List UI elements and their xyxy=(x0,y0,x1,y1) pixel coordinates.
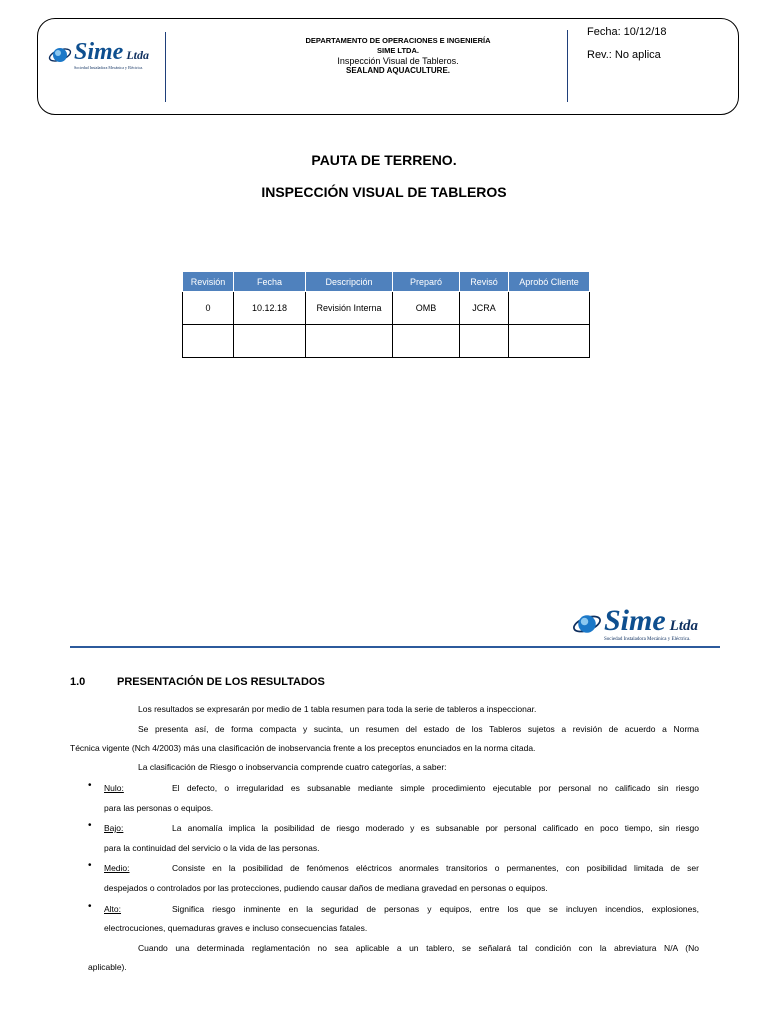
table-header-row xyxy=(183,272,590,292)
table-cell: OMB xyxy=(393,292,460,325)
table-row xyxy=(183,325,590,358)
table-cell: 0 xyxy=(183,292,234,325)
term-definition: Significa riesgo inminente en la seguridad de personas y equipos, entre los que se incluyen incendios, explosiones, xyxy=(172,904,699,914)
table-cell: 10.12.18 xyxy=(234,292,306,325)
table-cell: Revisión Interna xyxy=(306,292,393,325)
globe-icon xyxy=(572,609,602,639)
header-center xyxy=(268,36,528,76)
table-cell xyxy=(183,325,234,358)
list-item-nulo-cont: para las personas o equipos. xyxy=(104,803,214,813)
paragraph-1: Los resultados se expresarán por medio de 1 tabla resumen para toda la serie de tableros a inspeccionar. xyxy=(138,704,537,714)
header-divider-left xyxy=(165,32,166,102)
title-line-2: INSPECCIÓN VISUAL DE TABLEROS xyxy=(261,184,507,200)
term-definition: La anomalía implica la posibilidad de riesgo moderado y es subsanable por personal calificado en poco tiempo, sin riesgo xyxy=(172,823,699,833)
term-label: Alto: xyxy=(104,904,122,914)
title-line-1: PAUTA DE TERRENO. xyxy=(311,152,457,168)
col-header: Preparó xyxy=(393,272,460,292)
table-row xyxy=(183,292,590,325)
section-number: 1.0 xyxy=(70,676,86,688)
table-cell xyxy=(234,325,306,358)
table-cell: JCRA xyxy=(460,292,509,325)
list-item-alto-cont: electrocuciones, quemaduras graves e incluso consecuencias fatales. xyxy=(104,923,368,933)
term-definition: Consiste en la posibilidad de fenómenos eléctricos anormales transitorios o permanentes, con posibilidad limitada de ser xyxy=(172,863,699,873)
logo-name: Sime xyxy=(74,39,124,65)
bullet-marker: • xyxy=(88,901,92,912)
paragraph-2-line-1: Se presenta así, de forma compacta y sucinta, un resumen del estado de los Tableros sujetos a revisión de acuerdo a Norma xyxy=(138,724,699,734)
company-logo-page2 xyxy=(572,606,698,642)
bullet-marker: • xyxy=(88,860,92,871)
bullet-marker: • xyxy=(88,780,92,791)
col-header: Fecha xyxy=(234,272,306,292)
logo-suffix: Ltda xyxy=(669,618,699,634)
table-cell xyxy=(306,325,393,358)
col-header: Revisión xyxy=(183,272,234,292)
company-name: SIME LTDA. xyxy=(377,46,419,55)
paragraph-3: La clasificación de Riesgo o inobservancia comprende cuatro categorías, a saber: xyxy=(138,762,447,772)
list-item-bajo-cont: para la continuidad del servicio o la vida de las personas. xyxy=(104,843,320,853)
department-name: DEPARTAMENTO DE OPERACIONES E INGENIERÍA xyxy=(305,36,491,45)
list-item-medio xyxy=(104,859,699,879)
paragraph-2-line-2: Técnica vigente (Nch 4/2003) más una clasificación de inobservancia frente a los preceptos enunciados en la norma citada. xyxy=(70,743,536,753)
bullet-marker: • xyxy=(88,820,92,831)
list-item-bajo xyxy=(104,819,699,839)
logo-name: Sime xyxy=(604,604,666,637)
paragraph-4-line-1: Cuando una determinada reglamentación no sea aplicable a un tablero, se señalará tal condición con la abreviatura N/A (No xyxy=(138,943,699,953)
term-label: Bajo: xyxy=(104,823,124,833)
col-header: Descripción xyxy=(306,272,393,292)
list-item-nulo xyxy=(104,779,699,799)
header-divider-right xyxy=(567,30,568,102)
table-cell xyxy=(393,325,460,358)
table-cell xyxy=(460,325,509,358)
table-cell xyxy=(509,325,590,358)
table-cell xyxy=(509,292,590,325)
logo-suffix: Ltda xyxy=(126,48,150,62)
logo-tagline: Sociedad Instaladora Mecánica y Eléctrica. xyxy=(74,65,144,70)
list-item-medio-cont: despejados o controlados por las protecciones, pudiendo causar daños de mediana gravedad en personas o equipos. xyxy=(104,883,548,893)
document-name: Inspección Visual de Tableros. xyxy=(337,56,459,66)
header-rule xyxy=(70,646,720,648)
col-header: Aprobó Cliente xyxy=(509,272,590,292)
section-title: PRESENTACIÓN DE LOS RESULTADOS xyxy=(117,676,325,688)
term-label: Nulo: xyxy=(104,783,124,793)
term-definition: El defecto, o irregularidad es subsanable mediante simple procedimiento ejecutable por personal no calificado sin riesgo xyxy=(172,783,699,793)
company-logo xyxy=(48,40,149,70)
globe-icon xyxy=(48,43,72,67)
header-revision: Rev.: No aplica xyxy=(587,49,661,61)
client-name: SEALAND AQUACULTURE. xyxy=(346,66,450,75)
header-date: Fecha: 10/12/18 xyxy=(587,26,667,38)
list-item-alto xyxy=(104,900,699,920)
revision-table xyxy=(182,271,590,358)
logo-tagline: Sociedad Instaladora Mecánica y Eléctrica. xyxy=(604,637,691,642)
col-header: Revisó xyxy=(460,272,509,292)
term-label: Medio: xyxy=(104,863,130,873)
paragraph-4-line-2: aplicable). xyxy=(88,962,127,972)
